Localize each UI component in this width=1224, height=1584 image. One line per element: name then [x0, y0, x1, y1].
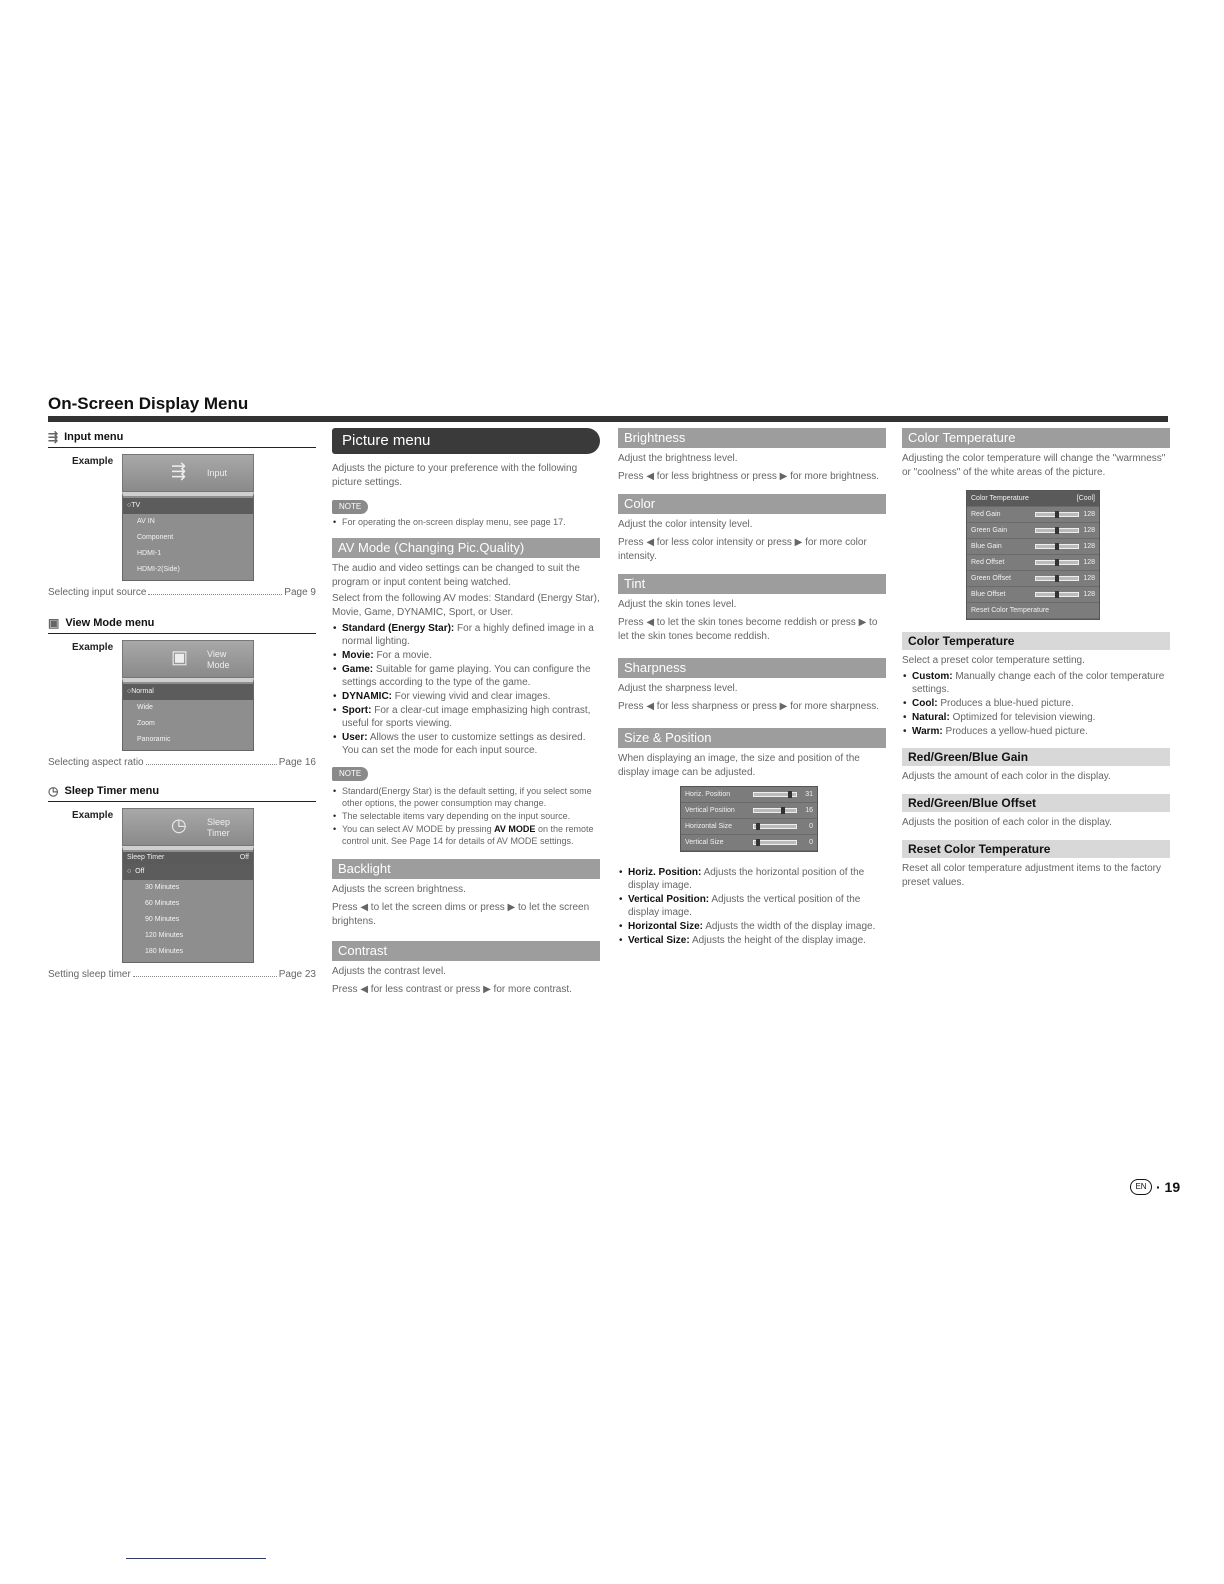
view-mode-list	[122, 678, 254, 751]
list-item: • Standard (Energy Star): For a highly defined image in a normal lighting.	[332, 622, 600, 648]
list-item: • Horiz. Position: Adjusts the horizontal position of the display image.	[618, 866, 886, 892]
panel-reset-row: Reset Color Temperature	[967, 603, 1099, 619]
slider	[1035, 560, 1079, 565]
tint-heading: Tint	[618, 574, 886, 594]
page-number-text: · 19	[1156, 1179, 1181, 1195]
av-mode-desc: The audio and video settings can be changed to suit the program or input content being watched.	[332, 563, 580, 588]
color-temperature-heading: Color Temperature	[902, 428, 1170, 448]
av-mode-list	[332, 622, 600, 757]
sleep-timer-page-reference: Setting sleep timer Page 23	[48, 969, 316, 980]
view-mode-menu-heading	[48, 614, 316, 634]
view-mode-caption: View Mode	[207, 649, 230, 670]
list-item: Panoramic	[137, 736, 171, 743]
input-plugs-icon: ⇶	[171, 461, 187, 481]
list-item: • DYNAMIC: For viewing vivid and clear images.	[332, 690, 600, 703]
size-position-panel	[680, 786, 818, 852]
view-mode-screen	[122, 640, 254, 751]
slider	[1035, 528, 1079, 533]
input-icon: ⇶	[48, 429, 59, 444]
view-mode-glyph-icon: ▣	[171, 647, 189, 667]
av-mode-heading: AV Mode (Changing Pic.Quality)	[332, 538, 600, 558]
slider	[753, 792, 797, 797]
color-temperature-subheading: Color Temperature	[902, 632, 1170, 650]
leader-dots	[146, 757, 277, 765]
list-item: • Horizontal Size: Adjusts the width of the display image.	[618, 920, 886, 933]
list-item: ○ Off	[123, 864, 253, 880]
list-item: 30 Minutes	[145, 884, 180, 891]
backlight-instructions: Press ◀ to let the screen dims or press ▶ to let the screen brightens.	[332, 902, 590, 927]
brightness-desc: Adjust the brightness level.	[618, 453, 738, 464]
note-list	[332, 516, 600, 528]
slider	[753, 824, 797, 829]
list-item: Wide	[137, 704, 153, 711]
selected-dot-icon: ○	[127, 502, 132, 509]
size-position-heading: Size & Position	[618, 728, 886, 748]
brightness-instructions: Press ◀ for less brightness or press ▶ for more brightness.	[618, 471, 880, 482]
picture-menu-title: Picture menu	[332, 428, 600, 454]
view-mode-example	[48, 640, 316, 751]
reset-subheading: Reset Color Temperature	[902, 840, 1170, 858]
note-badge: NOTE	[332, 500, 368, 514]
view-mode-page-reference: Selecting aspect ratio Page 16	[48, 757, 316, 768]
sharpness-heading: Sharpness	[618, 658, 886, 678]
clock-glyph-icon: ◷	[171, 815, 187, 835]
panel-row: Blue Gain 128	[967, 539, 1099, 555]
sleep-timer-example	[48, 808, 316, 963]
color-temperature-column	[902, 428, 1170, 890]
color-temperature-list	[902, 670, 1170, 738]
input-menu-heading-text: Input menu	[64, 430, 124, 443]
sleep-timer-caption: Sleep Timer	[207, 817, 231, 838]
slider	[1035, 576, 1079, 581]
panel-row: Red Gain 128	[967, 507, 1099, 523]
contrast-instructions: Press ◀ for less contrast or press ▶ for more contrast.	[332, 984, 572, 995]
list-item: 60 Minutes	[145, 900, 180, 907]
list-item: HDMI-1	[137, 550, 162, 557]
gain-desc: Adjusts the amount of each color in the display.	[902, 771, 1111, 782]
sleep-timer-banner	[122, 808, 254, 846]
input-source-list	[122, 492, 254, 581]
slider-knob	[788, 791, 792, 798]
view-mode-banner	[122, 640, 254, 678]
leader-dots	[133, 969, 277, 977]
list-item: • Sport: For a clear-cut image emphasizing high contrast, useful for sports viewing.	[332, 704, 600, 730]
color-temperature-preset-desc: Select a preset color temperature setting.	[902, 655, 1085, 666]
input-caption: Input	[207, 468, 228, 478]
list-item: AV IN	[137, 518, 155, 525]
list-item: • Game: Suitable for game playing. You can configure the settings according to the type of the game.	[332, 663, 600, 689]
sleep-timer-screen	[122, 808, 254, 963]
color-temperature-panel	[966, 490, 1100, 620]
slider-knob	[1055, 511, 1059, 518]
note-item: • You can select AV MODE by pressing AV MODE on the remote control unit. See Page 14 for details of AV MODE settings.	[332, 823, 600, 847]
sleep-timer-menu-heading	[48, 782, 316, 802]
slider-knob	[1055, 559, 1059, 566]
offset-subheading: Red/Green/Blue Offset	[902, 794, 1170, 812]
title-rule	[48, 416, 1168, 422]
color-instructions: Press ◀ for less color intensity or press ▶ for more color intensity.	[618, 537, 867, 562]
list-item: 180 Minutes	[145, 948, 184, 955]
footer-divider	[126, 1558, 266, 1559]
input-page-reference: Selecting input source Page 9	[48, 587, 316, 598]
list-item: Component	[137, 534, 174, 541]
gain-subheading: Red/Green/Blue Gain	[902, 748, 1170, 766]
panel-row: Green Gain 128	[967, 523, 1099, 539]
reset-desc: Reset all color temperature adjustment items to the factory preset values.	[902, 863, 1162, 888]
sharpness-desc: Adjust the sharpness level.	[618, 683, 738, 694]
offset-desc: Adjusts the position of each color in the display.	[902, 817, 1112, 828]
page-number	[1130, 1179, 1180, 1195]
slider-knob	[1055, 575, 1059, 582]
panel-row: Horiz. Position 31	[681, 787, 817, 803]
panel-row: Green Offset 128	[967, 571, 1099, 587]
example-label: Example	[72, 642, 114, 653]
input-menu-screen	[122, 454, 254, 581]
list-item: Zoom	[137, 720, 155, 727]
input-menu-example	[48, 454, 316, 581]
slider-knob	[756, 839, 760, 846]
panel-row: Horizontal Size 0	[681, 819, 817, 835]
language-badge: EN	[1130, 1179, 1152, 1195]
view-mode-icon: ▣	[48, 615, 60, 630]
backlight-desc: Adjusts the screen brightness.	[332, 884, 466, 895]
note-item: • For operating the on-screen display menu, see page 17.	[332, 516, 600, 528]
list-item: ○Normal	[123, 684, 253, 700]
list-item: • Vertical Position: Adjusts the vertical position of the display image.	[618, 893, 886, 919]
size-position-desc: When displaying an image, the size and position of the display image can be adjusted.	[618, 753, 860, 778]
slider-knob	[1055, 591, 1059, 598]
slider-knob	[756, 823, 760, 830]
contrast-heading: Contrast	[332, 941, 600, 961]
list-item: 90 Minutes	[145, 916, 180, 923]
picture-settings-column	[618, 428, 886, 947]
tint-instructions: Press ◀ to let the skin tones become reddish or press ▶ to let the skin tones become reddish.	[618, 617, 878, 642]
color-desc: Adjust the color intensity level.	[618, 519, 753, 530]
note-item: • The selectable items vary depending on the input source.	[332, 810, 600, 822]
sleep-timer-list-header: Sleep Timer Off	[123, 852, 253, 864]
contrast-desc: Adjusts the contrast level.	[332, 966, 446, 977]
slider	[1035, 512, 1079, 517]
page-title: On-Screen Display Menu	[48, 394, 249, 413]
slider-knob	[781, 807, 785, 814]
picture-menu-column	[332, 428, 600, 997]
selected-dot-icon: ○	[127, 868, 136, 875]
color-heading: Color	[618, 494, 886, 514]
list-item: 120 Minutes	[145, 932, 184, 939]
panel-header: Color Temperature [Cool]	[967, 491, 1099, 507]
slider	[753, 840, 797, 845]
list-item: • Natural: Optimized for television viewing.	[902, 711, 1170, 724]
list-item: • Vertical Size: Adjusts the height of the display image.	[618, 934, 886, 947]
panel-row: Vertical Position 16	[681, 803, 817, 819]
brightness-heading: Brightness	[618, 428, 886, 448]
input-menu-heading	[48, 428, 316, 448]
slider	[1035, 544, 1079, 549]
input-menu-banner	[122, 454, 254, 492]
backlight-heading: Backlight	[332, 859, 600, 879]
av-mode-select: Select from the following AV modes: Standard (Energy Star), Movie, Game, DYNAMIC, Sport, or User.	[332, 593, 600, 618]
selected-dot-icon: ○	[127, 688, 132, 695]
slider-knob	[1055, 527, 1059, 534]
sleep-timer-menu-heading-text: Sleep Timer menu	[64, 784, 160, 797]
note-item: • Standard(Energy Star) is the default setting, if you select some other options, the power consumption may change.	[332, 785, 600, 809]
sleep-timer-list	[122, 846, 254, 963]
size-position-list	[618, 866, 886, 947]
leader-dots	[148, 587, 282, 595]
sharpness-instructions: Press ◀ for less sharpness or press ▶ for more sharpness.	[618, 701, 880, 712]
example-label: Example	[72, 810, 114, 821]
slider	[1035, 592, 1079, 597]
slider-knob	[1055, 543, 1059, 550]
clock-icon: ◷	[48, 783, 59, 798]
tint-desc: Adjust the skin tones level.	[618, 599, 737, 610]
note-list	[332, 785, 600, 847]
list-item: • Custom: Manually change each of the color temperature settings.	[902, 670, 1170, 696]
list-item: HDMI-2(Side)	[137, 566, 180, 573]
list-item: • User: Allows the user to customize settings as desired. You can set the mode for each input source.	[332, 731, 600, 757]
view-mode-menu-heading-text: View Mode menu	[65, 616, 155, 629]
slider	[753, 808, 797, 813]
list-item: • Cool: Produces a blue-hued picture.	[902, 697, 1170, 710]
menu-examples-column	[48, 428, 316, 980]
list-item: • Movie: For a movie.	[332, 649, 600, 662]
list-item: ○TV	[123, 498, 253, 514]
color-temperature-desc: Adjusting the color temperature will change the "warmness" or "coolness" of the white areas of the picture.	[902, 453, 1166, 478]
panel-row: Red Offset 128	[967, 555, 1099, 571]
example-label: Example	[72, 456, 114, 467]
picture-menu-intro: Adjusts the picture to your preference with the following picture settings.	[332, 463, 578, 488]
note-badge: NOTE	[332, 767, 368, 781]
panel-row: Vertical Size 0	[681, 835, 817, 851]
list-item: • Warm: Produces a yellow-hued picture.	[902, 725, 1170, 738]
panel-row: Blue Offset 128	[967, 587, 1099, 603]
